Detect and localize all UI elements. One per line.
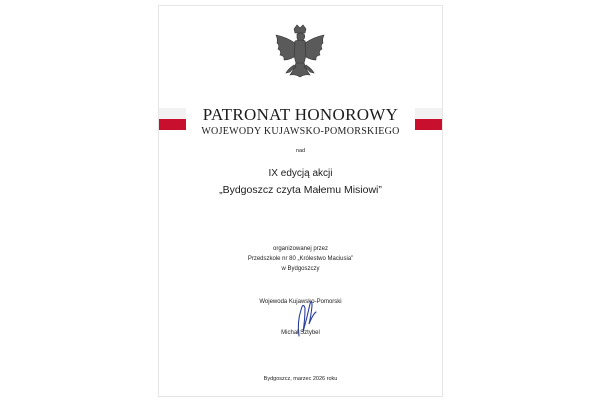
organizer-city: w Bydgoszczy [281, 266, 320, 272]
document-subtitle: WOJEWODY KUJAWSKO-POMORSKIEGO [201, 126, 400, 137]
organizer-name: Przedszkole nr 80 „Królestwo Maciusia” [247, 256, 354, 262]
document-title: PATRONAT HONOROWY [202, 105, 399, 124]
organized-by-label: organizowanej przez [272, 246, 329, 252]
signatory-role: Wojewoda Kujawsko-Pomorski [259, 299, 342, 305]
over-label: nad [295, 148, 306, 154]
signatory-name: Michał Sztybel [281, 330, 320, 336]
place-and-date: Bydgoszcz, marzec 2026 roku [263, 376, 338, 382]
honorary-patronage-document [158, 5, 443, 397]
action-name: „Bydgoszcz czyta Małemu Misiowi” [219, 184, 382, 196]
edition-text: IX edycją akcji [268, 168, 333, 179]
polish-eagle-emblem-icon [268, 23, 332, 93]
